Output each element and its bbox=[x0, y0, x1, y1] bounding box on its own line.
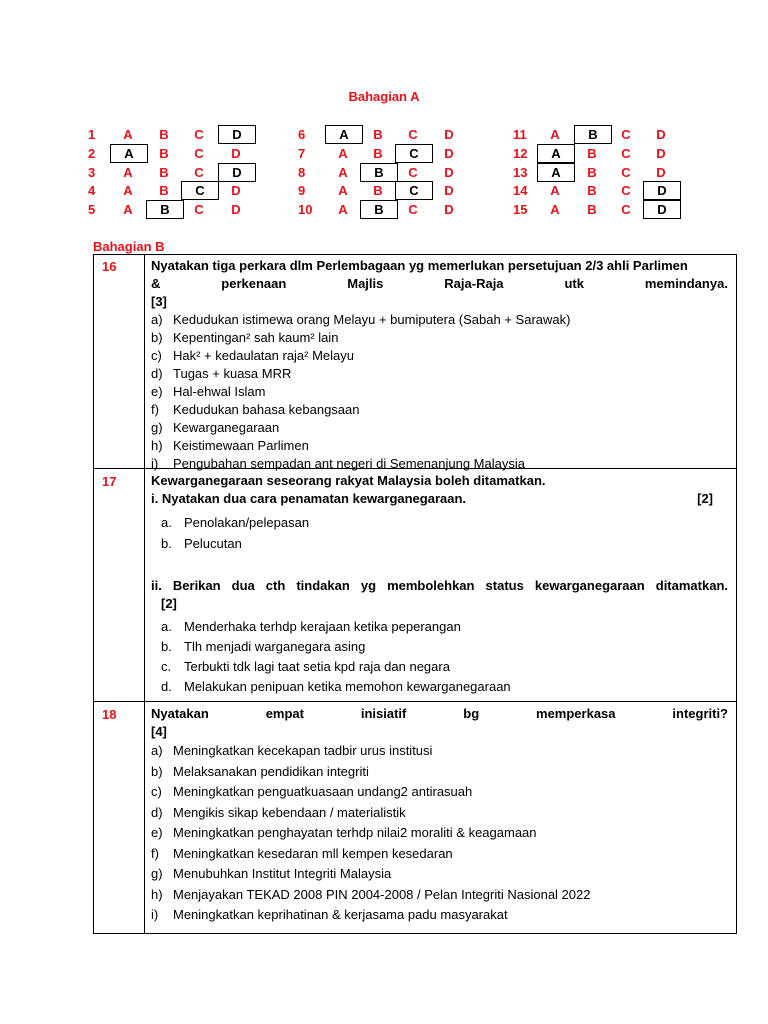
answer-option: A bbox=[550, 183, 560, 198]
list-item-label: g) bbox=[151, 866, 163, 881]
selected-answer-option: A bbox=[537, 163, 575, 182]
answer-option: C bbox=[621, 165, 631, 180]
list-item-text: Keistimewaan Parlimen bbox=[173, 438, 309, 453]
question-18 bbox=[151, 705, 728, 926]
answer-table bbox=[93, 254, 737, 934]
answer-option: D bbox=[656, 127, 666, 142]
answer-option: B bbox=[159, 183, 169, 198]
list-item bbox=[151, 637, 728, 657]
q16-stem-line1: Nyatakan tiga perkara dlm Perlembagaan yg memerlukan persetujuan 2/3 ahli Parlimen bbox=[151, 258, 688, 273]
stem-word: Nyatakan bbox=[151, 706, 209, 721]
list-item bbox=[151, 617, 728, 637]
answer-option: A bbox=[123, 202, 133, 217]
question-number-16: 16 bbox=[102, 259, 117, 274]
question-number: 2 bbox=[88, 146, 96, 161]
answer-option: B bbox=[587, 146, 597, 161]
answer-option: C bbox=[194, 202, 204, 217]
answer-option: A bbox=[123, 183, 133, 198]
question-number-17: 17 bbox=[102, 474, 117, 489]
selected-answer-option: B bbox=[574, 125, 612, 144]
q17-part-ii: ii. Berikan dua cth tindakan yg membolehkan status kewarganegaraan ditamatkan. bbox=[151, 578, 728, 593]
answer-option: D bbox=[231, 202, 241, 217]
answer-option: D bbox=[444, 183, 454, 198]
selected-answer-option: D bbox=[643, 181, 681, 200]
list-item bbox=[151, 844, 728, 865]
answer-option: D bbox=[444, 127, 454, 142]
list-item-text: Menderhaka terhdp kerajaan ketika peperangan bbox=[184, 619, 461, 634]
answer-option: C bbox=[408, 165, 418, 180]
answer-option: A bbox=[123, 165, 133, 180]
list-item bbox=[151, 455, 728, 473]
list-item-text: Meningkatkan penghayatan terhdp nilai2 moraliti & keagamaan bbox=[173, 825, 537, 840]
list-item-text: Kepentingan² sah kaum² lain bbox=[173, 330, 339, 345]
selected-answer-option: A bbox=[110, 144, 148, 163]
stem-word: inisiatif bbox=[360, 706, 407, 721]
question-number-18: 18 bbox=[102, 707, 117, 722]
q16-answer-list bbox=[151, 311, 728, 473]
q17-part-i bbox=[151, 490, 728, 508]
list-item-label: f) bbox=[151, 402, 159, 417]
answer-option: C bbox=[621, 146, 631, 161]
answer-option: B bbox=[587, 165, 597, 180]
list-item-label: c) bbox=[151, 784, 162, 799]
row-divider bbox=[94, 701, 736, 702]
section-a-title: Bahagian A bbox=[348, 89, 420, 104]
selected-answer-option: D bbox=[643, 200, 681, 219]
answer-option: C bbox=[194, 146, 204, 161]
list-item-label: d. bbox=[161, 679, 172, 694]
list-item bbox=[151, 762, 728, 783]
selected-answer-option: B bbox=[146, 200, 184, 219]
question-number: 3 bbox=[88, 165, 96, 180]
stem-word: & bbox=[151, 276, 161, 291]
answer-row-13 bbox=[0, 164, 768, 181]
q17-stem: Kewarganegaraan seseorang rakyat Malaysia boleh ditamatkan. bbox=[151, 473, 546, 488]
list-item-label: c. bbox=[161, 659, 172, 674]
list-item-text: Menubuhkan Institut Integriti Malaysia bbox=[173, 866, 392, 881]
list-item-text: Kedudukan istimewa orang Melayu + bumiputera (Sabah + Sarawak) bbox=[173, 312, 571, 327]
list-item-label: a. bbox=[161, 515, 172, 530]
answer-option: B bbox=[587, 183, 597, 198]
answer-row-14 bbox=[0, 182, 768, 199]
list-item bbox=[151, 311, 728, 329]
list-item-label: a) bbox=[151, 312, 163, 327]
answer-option: A bbox=[550, 202, 560, 217]
list-item bbox=[151, 329, 728, 347]
list-item bbox=[151, 347, 728, 365]
answer-option: C bbox=[408, 202, 418, 217]
answer-option: B bbox=[373, 146, 383, 161]
answer-option: D bbox=[444, 202, 454, 217]
question-number: 1 bbox=[88, 127, 96, 142]
answer-option: C bbox=[408, 127, 418, 142]
q18-answer-list bbox=[151, 741, 728, 926]
selected-answer-option: C bbox=[395, 181, 433, 200]
answer-option: D bbox=[231, 146, 241, 161]
list-item bbox=[151, 383, 728, 401]
list-item bbox=[151, 533, 728, 554]
stem-word: memperkasa bbox=[536, 706, 616, 721]
answer-option: C bbox=[621, 202, 631, 217]
answer-option: D bbox=[231, 183, 241, 198]
stem-word: integriti? bbox=[672, 706, 728, 721]
answer-option: A bbox=[550, 127, 560, 142]
list-item-label: f) bbox=[151, 845, 159, 861]
list-item bbox=[151, 885, 728, 906]
list-item-label: d) bbox=[151, 366, 163, 381]
list-item-label: g) bbox=[151, 420, 163, 435]
q17-part-i-marks: [2] bbox=[697, 491, 713, 506]
q17-part-ii-marks: [2] bbox=[161, 596, 177, 611]
selected-answer-option: D bbox=[218, 125, 256, 144]
question-number: 15 bbox=[513, 202, 528, 217]
question-number: 12 bbox=[513, 146, 528, 161]
answer-option: B bbox=[587, 202, 597, 217]
list-item bbox=[151, 741, 728, 762]
list-item bbox=[151, 437, 728, 455]
list-item-label: i) bbox=[151, 907, 159, 922]
q17-part-i-text: i. Nyatakan dua cara penamatan kewarganegaraan. bbox=[151, 491, 467, 506]
list-item bbox=[151, 803, 728, 824]
list-item-text: Meningkatkan keprihatinan & kerjasama padu masyarakat bbox=[173, 907, 508, 922]
list-item-text: Kewarganegaraan bbox=[173, 420, 280, 435]
selected-answer-option: A bbox=[537, 144, 575, 163]
question-number: 8 bbox=[298, 165, 306, 180]
list-item bbox=[151, 864, 728, 885]
list-item-label: i) bbox=[151, 456, 159, 471]
list-item-label: b. bbox=[161, 536, 172, 551]
stem-word: memindanya. bbox=[644, 276, 728, 291]
list-item-text: Pengubahan sempadan ant negeri di Semenanjung Malaysia bbox=[173, 456, 525, 471]
answer-option: C bbox=[621, 127, 631, 142]
selected-answer-option: B bbox=[360, 200, 398, 219]
list-item-label: b) bbox=[151, 330, 163, 345]
list-item-text: Kedudukan bahasa kebangsaan bbox=[173, 402, 360, 417]
stem-word: bg bbox=[463, 706, 480, 721]
answer-option: D bbox=[444, 146, 454, 161]
list-item-label: b) bbox=[151, 763, 163, 779]
q16-stem-line2 bbox=[151, 275, 728, 293]
answer-option: C bbox=[194, 165, 204, 180]
stem-word: utk bbox=[564, 276, 584, 291]
question-number: 9 bbox=[298, 183, 306, 198]
answer-option: A bbox=[338, 183, 348, 198]
stem-word: Raja-Raja bbox=[444, 276, 504, 291]
q17-part-i-list bbox=[151, 512, 728, 554]
answer-option: A bbox=[338, 146, 348, 161]
answer-option: D bbox=[656, 146, 666, 161]
list-item-label: a) bbox=[151, 743, 163, 758]
list-item-text: Hak² + kedaulatan raja² Melayu bbox=[173, 348, 355, 363]
list-item bbox=[151, 823, 728, 844]
list-item-label: h) bbox=[151, 886, 163, 902]
list-item-text: Pelucutan bbox=[184, 536, 242, 551]
question-number: 5 bbox=[88, 202, 96, 217]
answer-row-12 bbox=[0, 145, 768, 162]
list-item-text: Terbukti tdk lagi taat setia kpd raja dan negara bbox=[184, 659, 450, 674]
list-item bbox=[151, 401, 728, 419]
column-divider bbox=[144, 255, 145, 933]
answer-row-15 bbox=[0, 201, 768, 218]
list-item-text: Menjayakan TEKAD 2008 PIN 2004-2008 / Pelan Integriti Nasional 2022 bbox=[173, 886, 591, 902]
stem-word: Majlis bbox=[347, 276, 384, 291]
question-number: 10 bbox=[298, 202, 313, 217]
selected-answer-option: D bbox=[218, 163, 256, 182]
list-item-text: Meningkatkan penguatkuasaan undang2 antirasuah bbox=[173, 784, 473, 799]
list-item bbox=[151, 905, 728, 926]
answer-option: D bbox=[444, 165, 454, 180]
answer-option: B bbox=[159, 127, 169, 142]
q17-part-ii-list bbox=[151, 617, 728, 697]
list-item-text: Meningkatkan kesedaran mll kempen kesedaran bbox=[173, 845, 453, 861]
list-item bbox=[151, 365, 728, 383]
q18-marks: [4] bbox=[151, 724, 167, 739]
list-item-text: Tugas + kuasa MRR bbox=[173, 366, 292, 381]
selected-answer-option: C bbox=[395, 144, 433, 163]
list-item-text: Mengikis sikap kebendaan / materialistik bbox=[173, 804, 406, 820]
answer-option: A bbox=[338, 165, 348, 180]
list-item-text: Meningkatkan kecekapan tadbir urus institusi bbox=[173, 743, 433, 758]
list-item-text: Melakukan penipuan ketika memohon kewarganegaraan bbox=[184, 679, 511, 694]
list-item-text: Hal-ehwal Islam bbox=[173, 384, 266, 399]
stem-word: perkenaan bbox=[221, 276, 287, 291]
list-item-label: h) bbox=[151, 438, 163, 453]
list-item-label: b. bbox=[161, 639, 172, 654]
answer-option: A bbox=[338, 202, 348, 217]
answer-row-11 bbox=[0, 126, 768, 143]
list-item-label: d) bbox=[151, 804, 163, 820]
list-item-label: a. bbox=[161, 619, 172, 634]
list-item-label: e) bbox=[151, 384, 163, 399]
list-item-text: Melaksanakan pendidikan integriti bbox=[173, 763, 369, 779]
selected-answer-option: C bbox=[181, 181, 219, 200]
list-item bbox=[151, 657, 728, 677]
list-item bbox=[151, 677, 728, 697]
question-number: 11 bbox=[513, 127, 527, 142]
q18-stem bbox=[151, 705, 728, 723]
answer-option: A bbox=[123, 127, 133, 142]
question-number: 4 bbox=[88, 183, 96, 198]
question-16 bbox=[151, 257, 728, 473]
answer-option: C bbox=[621, 183, 631, 198]
question-number: 14 bbox=[513, 183, 528, 198]
question-number: 7 bbox=[298, 146, 306, 161]
list-item bbox=[151, 512, 728, 533]
list-item bbox=[151, 782, 728, 803]
section-b-title: Bahagian B bbox=[93, 239, 165, 254]
list-item-label: c) bbox=[151, 348, 162, 363]
q16-marks: [3] bbox=[151, 294, 167, 309]
answer-option: B bbox=[373, 127, 383, 142]
question-number: 13 bbox=[513, 165, 528, 180]
answer-option: B bbox=[159, 165, 169, 180]
list-item bbox=[151, 419, 728, 437]
question-number: 6 bbox=[298, 127, 306, 142]
answer-option: B bbox=[373, 183, 383, 198]
answer-option: C bbox=[194, 127, 204, 142]
stem-word: empat bbox=[265, 706, 304, 721]
list-item-text: Tlh menjadi warganegara asing bbox=[184, 639, 366, 654]
answer-option: D bbox=[656, 165, 666, 180]
selected-answer-option: B bbox=[360, 163, 398, 182]
list-item-text: Penolakan/pelepasan bbox=[184, 515, 310, 530]
selected-answer-option: A bbox=[325, 125, 363, 144]
list-item-label: e) bbox=[151, 825, 163, 840]
answer-option: B bbox=[159, 146, 169, 161]
question-17 bbox=[151, 472, 728, 697]
